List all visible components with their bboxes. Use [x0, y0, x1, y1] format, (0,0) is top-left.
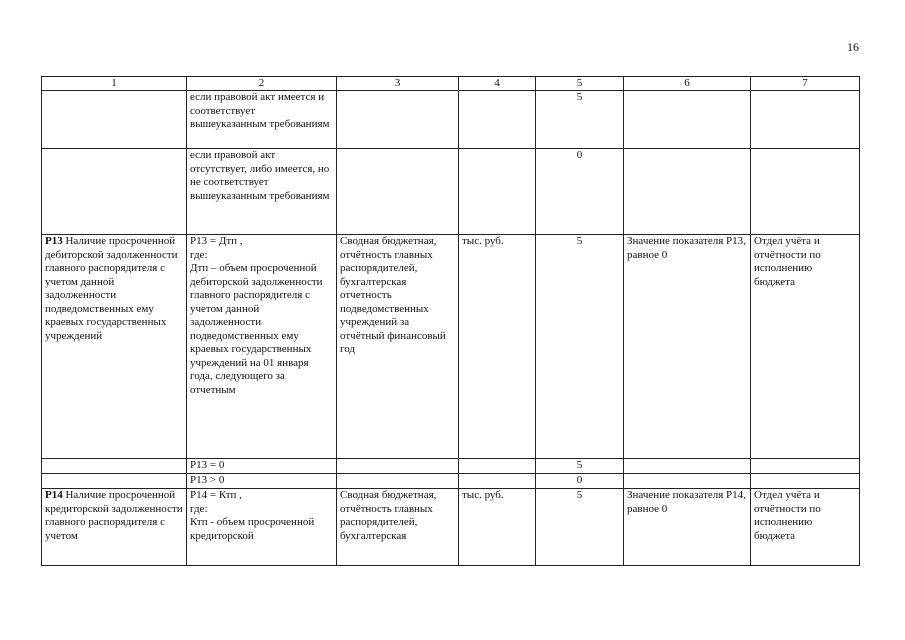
table-row	[42, 149, 860, 235]
formula-cell: если правовой акт имеется и соответствует вышеуказанным требованиям	[187, 91, 337, 149]
column-number: 4	[459, 77, 536, 91]
indicator-name-cell	[42, 235, 187, 459]
target-value-cell	[624, 149, 751, 235]
source-cell	[337, 459, 459, 474]
formula-cell: P14 = Ктп , где: Ктп - объем просроченной кредиторской	[187, 489, 337, 566]
unit-cell	[459, 91, 536, 149]
unit-cell: тыс. руб.	[459, 235, 536, 459]
target-value-cell	[624, 459, 751, 474]
page-number: 16	[847, 40, 859, 54]
column-number: 3	[337, 77, 459, 91]
unit-cell: тыс. руб.	[459, 489, 536, 566]
source-cell	[337, 474, 459, 489]
responsible-cell	[751, 459, 860, 474]
column-number: 5	[536, 77, 624, 91]
source-cell	[337, 91, 459, 149]
column-number: 2	[187, 77, 337, 91]
unit-cell	[459, 149, 536, 235]
indicator-code: P14	[45, 489, 63, 501]
target-value-cell: Значение показателя P14, равное 0	[624, 489, 751, 566]
table-row	[42, 489, 860, 566]
indicator-name-cell	[42, 489, 187, 566]
table-header-row	[42, 77, 860, 91]
target-value-cell	[624, 474, 751, 489]
indicators-table	[41, 76, 860, 566]
responsible-cell	[751, 149, 860, 235]
formula-cell: P13 = Дтп , где: Дтп – объем просроченной дебиторской задолженности главного распорядителя с учетом данной задолженности подведомственных ему краевых государственных учреждений на 01 января года, следующего за отчетным	[187, 235, 337, 459]
formula-cell: P13 = 0	[187, 459, 337, 474]
indicator-name: Наличие просроченной кредиторской задолженности главного распорядителя с учетом	[45, 489, 183, 542]
table-row	[42, 91, 860, 149]
indicator-name-cell	[42, 474, 187, 489]
indicator-name-cell	[42, 459, 187, 474]
source-cell	[337, 149, 459, 235]
indicator-name-cell	[42, 91, 187, 149]
responsible-cell: Отдел учёта и отчётности по исполнению бюджета	[751, 235, 860, 459]
source-cell: Сводная бюджетная, отчётность главных распорядителей, бухгалтерская	[337, 489, 459, 566]
target-value-cell	[624, 91, 751, 149]
score-cell: 5	[536, 91, 624, 149]
table-row	[42, 459, 860, 474]
score-cell: 0	[536, 474, 624, 489]
indicator-name-cell	[42, 149, 187, 235]
unit-cell	[459, 474, 536, 489]
responsible-cell: Отдел учёта и отчётности по исполнению бюджета	[751, 489, 860, 566]
column-number: 7	[751, 77, 860, 91]
formula-cell: P13 > 0	[187, 474, 337, 489]
table-row	[42, 474, 860, 489]
score-cell: 0	[536, 149, 624, 235]
target-value-cell: Значение показателя P13, равное 0	[624, 235, 751, 459]
unit-cell	[459, 459, 536, 474]
column-number: 6	[624, 77, 751, 91]
responsible-cell	[751, 474, 860, 489]
indicator-code: P13	[45, 235, 63, 247]
score-cell: 5	[536, 235, 624, 459]
score-cell: 5	[536, 489, 624, 566]
formula-cell: если правовой акт отсутствует, либо имеется, но не соответствует вышеуказанным требованиям	[187, 149, 337, 235]
source-cell: Сводная бюджетная, отчётность главных распорядителей, бухгалтерская отчетность подведомственных учреждений за отчётный финансовый год	[337, 235, 459, 459]
score-cell: 5	[536, 459, 624, 474]
column-number: 1	[42, 77, 187, 91]
indicator-name: Наличие просроченной дебиторской задолженности главного распорядителя с учетом данной задолженности подведомственных ему краевых государственных учреждений	[45, 235, 178, 342]
responsible-cell	[751, 91, 860, 149]
table-row	[42, 235, 860, 459]
